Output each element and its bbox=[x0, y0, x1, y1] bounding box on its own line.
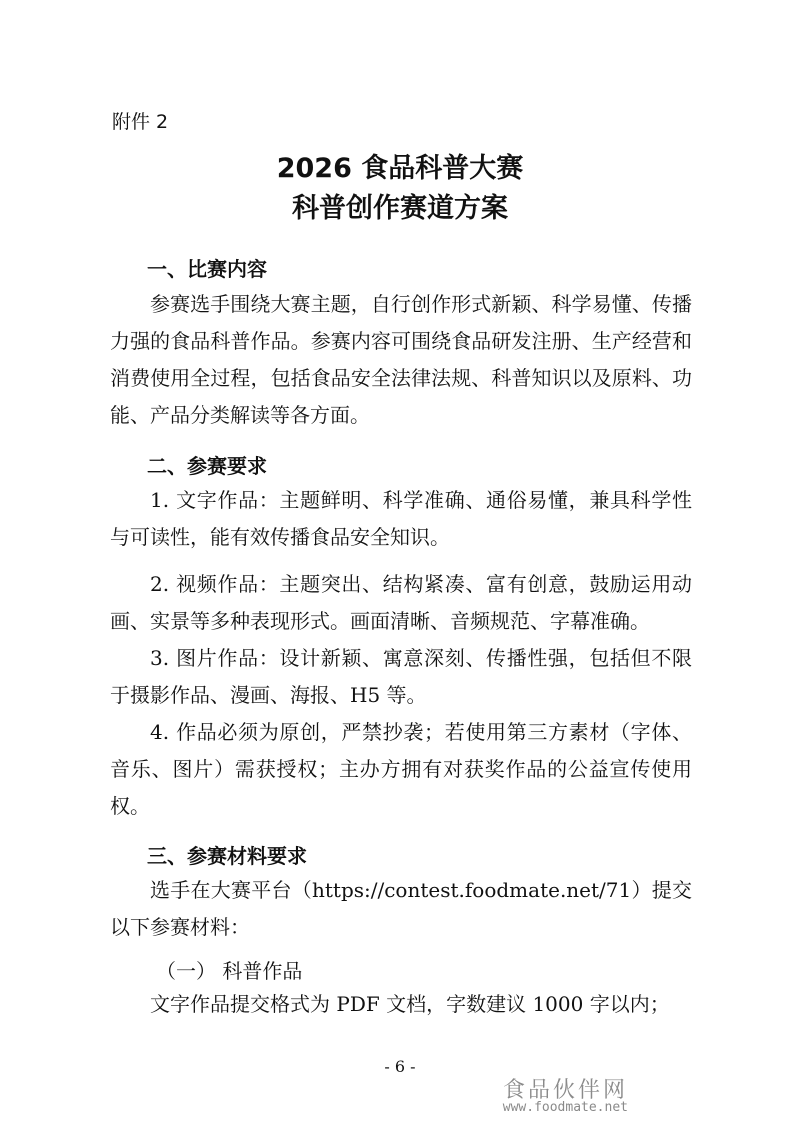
materials-subheading-works: （一） 科普作品 bbox=[156, 959, 303, 983]
requirement-item-originality: 4. 作品必须为原创，严禁抄袭；若使用第三方素材（字体、音乐、图片）需获授权；主办方拥有对获奖作品的公益宣传使用权。 bbox=[110, 720, 692, 818]
section-heading-content: 一、比赛内容 bbox=[147, 257, 267, 281]
section-paragraph-content: 参赛选手围绕大赛主题，自行创作形式新颖、科学易懂、传播力强的食品科普作品。参赛内容可围绕食品研发注册、生产经营和消费使用全过程，包括食品安全法律法规、科普知识以及原料、功能、产品分类解读等各方面。 bbox=[110, 292, 692, 427]
section-heading-requirements: 二、参赛要求 bbox=[147, 454, 267, 478]
doc-title-line1: 2026 食品科普大赛 bbox=[276, 153, 524, 184]
doc-title-line2: 科普创作赛道方案 bbox=[292, 193, 508, 224]
watermark-name: 食品伙伴网 bbox=[502, 1078, 628, 1103]
requirement-item-image: 3. 图片作品：设计新颖、寓意深刻、传播性强，包括但不限于摄影作品、漫画、海报、H5 等。 bbox=[110, 646, 692, 707]
attachment-label: 附件 2 bbox=[112, 111, 169, 133]
requirement-item-video: 2. 视频作品：主题突出、结构紧凑、富有创意，鼓励运用动画、实景等多种表现形式。画面清晰、音频规范、字幕准确。 bbox=[110, 572, 692, 633]
materials-paragraph: 选手在大赛平台（https://contest.foodmate.net/71）提交以下参赛材料： bbox=[110, 878, 692, 939]
page-number: - 6 - bbox=[384, 1057, 416, 1076]
materials-text-format-line: 文字作品提交格式为 PDF 文档，字数建议 1000 字以内； bbox=[150, 992, 670, 1016]
requirement-item-text: 1. 文字作品：主题鲜明、科学准确、通俗易懂，兼具科学性与可读性，能有效传播食品安全知识。 bbox=[110, 488, 692, 549]
watermark-url: www.foodmate.net bbox=[502, 1100, 628, 1115]
section-heading-materials: 三、参赛材料要求 bbox=[147, 844, 307, 868]
